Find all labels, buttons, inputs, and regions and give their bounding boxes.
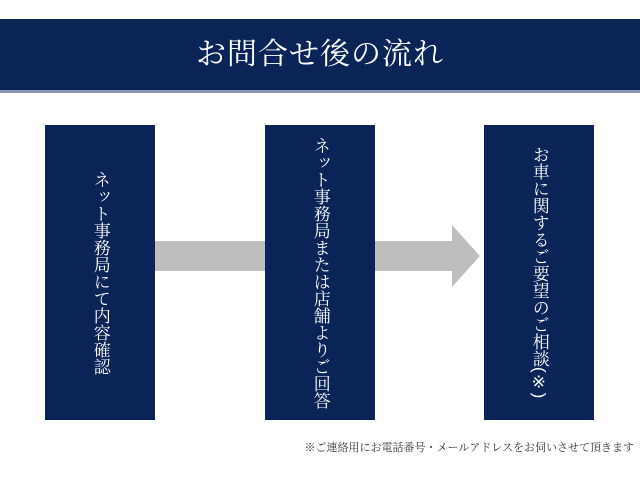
header-band [0,19,640,93]
flow-step-2-label: ネット事務局または店舗よりご回答 [310,136,330,409]
flow-step-3 [484,125,594,420]
flow-step-1 [45,125,155,420]
flow-step-1-label: ネット事務局にて内容確認 [90,170,110,375]
page-title: お問合せ後の流れ [196,37,444,71]
footnote: ※ご連絡用にお電話番号・メールアドレスをお伺いさせて頂きます [304,442,634,454]
arrow-right-icon [375,241,452,271]
connector-bar-icon [155,241,265,271]
flow-step-2 [265,125,375,420]
arrow-head-icon [452,225,480,287]
flow-step-3-label: お車に関するご要望のご相談(※) [529,146,549,399]
